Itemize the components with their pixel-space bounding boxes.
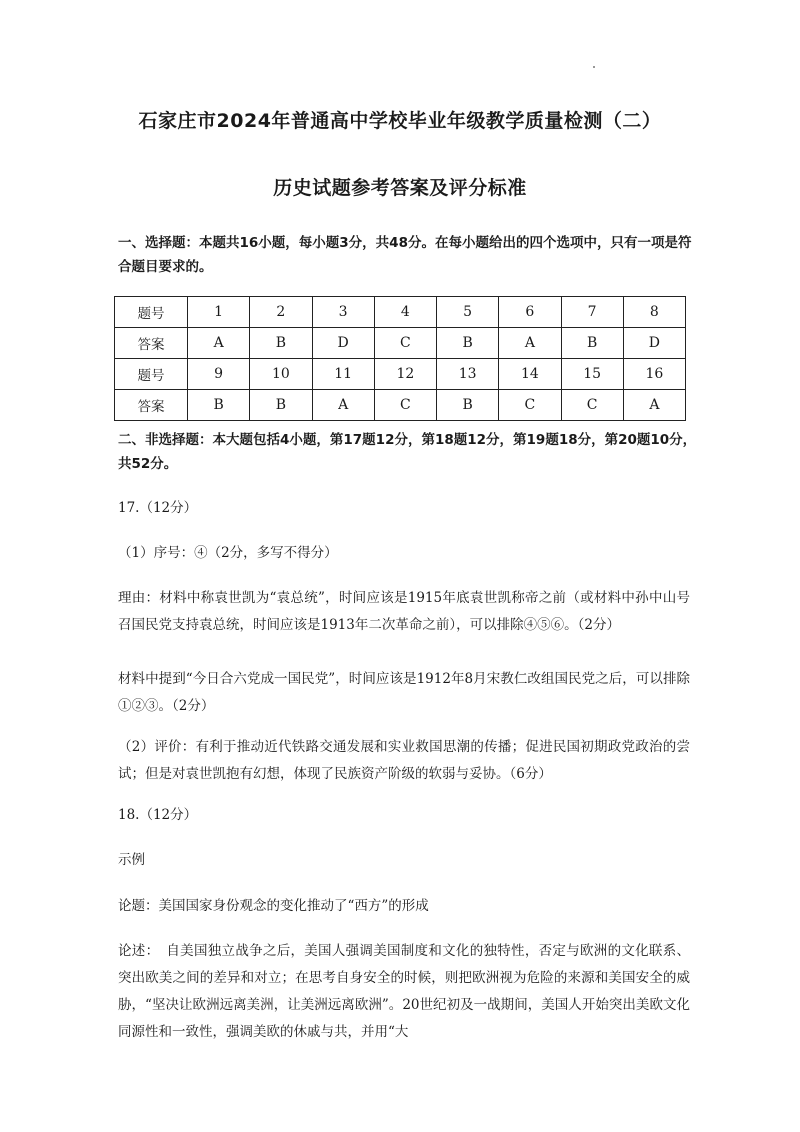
table-cell: 4	[374, 297, 436, 328]
page-title: 石家庄市2024年普通高中学校毕业年级教学质量检测（二）	[138, 110, 662, 132]
table-row	[115, 359, 686, 390]
question-18-example-label: 示例	[118, 852, 145, 868]
table-header-cell: 答案	[115, 328, 188, 359]
table-cell: B	[561, 328, 623, 359]
table-header-cell: 题号	[115, 359, 188, 390]
question-17-reason-1: 理由：材料中称袁世凯为“袁总统”，时间应该是1915年底袁世凯称帝之前（或材料中孙中山号召国民党支持袁总统，时间应该是1913年二次革命之前），可以排除④⑤⑥。（2分）	[118, 590, 690, 633]
table-cell: 1	[188, 297, 250, 328]
table-cell: 16	[623, 359, 685, 390]
table-cell: 13	[437, 359, 499, 390]
question-18-topic: 论题：美国国家身份观念的变化推动了“西方”的形成	[118, 898, 429, 914]
question-17-reason-2: 材料中提到“今日合六党成一国民党”，时间应该是1912年8月宋教仁改组国民党之后，可以排除①②③。（2分）	[118, 671, 690, 714]
table-cell: B	[437, 390, 499, 421]
table-row	[115, 328, 686, 359]
section-2-heading: 二、非选择题：本大题包括4小题，第17题12分，第18题12分，第19题18分，第20题10分，共52分。	[118, 432, 697, 472]
table-row	[115, 390, 686, 421]
question-17-heading: 17.（12分）	[118, 500, 198, 516]
page-subtitle: 历史试题参考答案及评分标准	[273, 177, 527, 199]
question-17-part-2: （2）评价：有利于推动近代铁路交通发展和实业救国思潮的传播；促进民国初期政党政治的尝试；但是对袁世凯抱有幻想，体现了民族资产阶级的软弱与妥协。（6分）	[118, 739, 690, 782]
table-cell: A	[499, 328, 561, 359]
table-cell: A	[312, 390, 374, 421]
table-cell: B	[250, 390, 312, 421]
table-cell: C	[374, 328, 436, 359]
table-cell: C	[374, 390, 436, 421]
table-cell: D	[623, 328, 685, 359]
question-17-part-1: （1）序号：④（2分，多写不得分）	[118, 545, 338, 561]
table-cell: A	[623, 390, 685, 421]
section-1-heading: 一、选择题：本题共16小题，每小题3分，共48分。在每小题给出的四个选项中，只有一项是符合题目要求的。	[118, 235, 692, 275]
table-cell: 8	[623, 297, 685, 328]
question-18-argument: 论述： 自美国独立战争之后，美国人强调美国制度和文化的独特性，否定与欧洲的文化联系、突出欧美之间的差异和对立；在思考自身安全的时候，则把欧洲视为危险的来源和美国安全的威胁，“坚决让欧洲远离美洲，让美洲远离欧洲”。20世纪初及一战期间，美国人开始突出美欧文化同源性和一致性，强调美欧的休戚与共，并用“大	[118, 943, 690, 1040]
table-cell: B	[188, 390, 250, 421]
table-cell: C	[561, 390, 623, 421]
table-cell: 5	[437, 297, 499, 328]
table-header-cell: 题号	[115, 297, 188, 328]
table-cell: D	[312, 328, 374, 359]
table-cell: C	[499, 390, 561, 421]
table-cell: A	[188, 328, 250, 359]
table-cell: 10	[250, 359, 312, 390]
table-cell: 15	[561, 359, 623, 390]
table-row	[115, 297, 686, 328]
table-cell: 7	[561, 297, 623, 328]
scan-dot	[593, 66, 595, 68]
table-cell: B	[437, 328, 499, 359]
table-cell: 11	[312, 359, 374, 390]
table-cell: 12	[374, 359, 436, 390]
table-cell: 2	[250, 297, 312, 328]
question-18-heading: 18.（12分）	[118, 807, 198, 823]
table-cell: 3	[312, 297, 374, 328]
answer-table	[114, 296, 686, 421]
table-cell: 6	[499, 297, 561, 328]
table-cell: 9	[188, 359, 250, 390]
table-header-cell: 答案	[115, 390, 188, 421]
table-cell: 14	[499, 359, 561, 390]
table-cell: B	[250, 328, 312, 359]
